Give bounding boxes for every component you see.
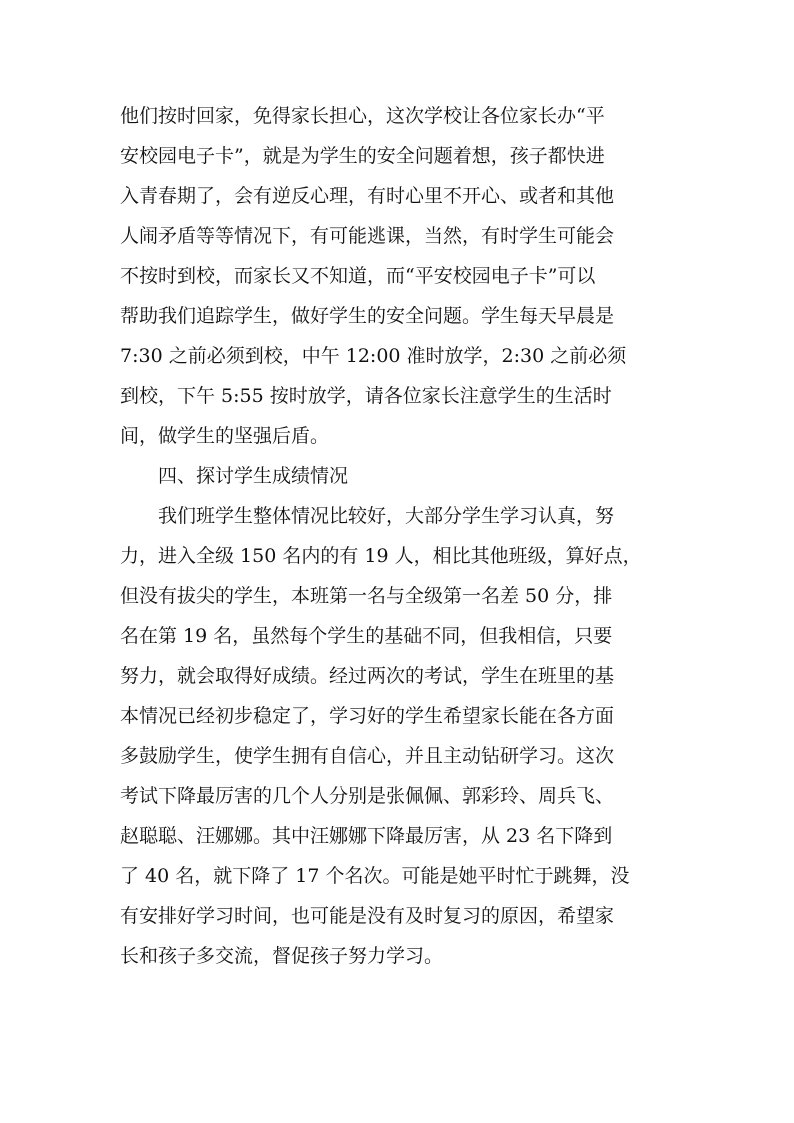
text-line: 长和孩子多交流，督促孩子努力学习。 bbox=[120, 945, 444, 967]
text-line: 7:30 之前必须到校，中午 12:00 准时放学，2:30 之前必须 bbox=[120, 345, 627, 367]
text-line: 了 40 名，就下降了 17 个名次。可能是她平时忙于跳舞，没 bbox=[120, 865, 630, 887]
text-line: 帮助我们追踪学生，做好学生的安全问题。学生每天早晨是 bbox=[120, 305, 615, 327]
body-text bbox=[120, 96, 680, 976]
text-line: 本情况已经初步稳定了，学习好的学生希望家长能在各方面 bbox=[120, 705, 615, 727]
text-line: 间，做学生的坚强后盾。 bbox=[120, 425, 330, 447]
text-line: 不按时到校，而家长又不知道，而“平安校园电子卡”可以 bbox=[120, 265, 596, 287]
text-line: 力，进入全级 150 名内的有 19 人，相比其他班级，算好点， bbox=[120, 545, 642, 567]
text-line: 有安排好学习时间，也可能是没有及时复习的原因，希望家 bbox=[120, 905, 615, 927]
text-line: 努力，就会取得好成绩。经过两次的考试，学生在班里的基 bbox=[120, 665, 615, 687]
text-line: 人闹矛盾等等情况下，有可能逃课，当然，有时学生可能会 bbox=[120, 225, 615, 247]
text-line: 他们按时回家，免得家长担心，这次学校让各位家长办“平 bbox=[120, 105, 605, 127]
section-heading: 四、探讨学生成绩情况 bbox=[158, 465, 349, 487]
text-line: 入青春期了，会有逆反心理，有时心里不开心、或者和其他 bbox=[120, 185, 615, 207]
text-line: 安校园电子卡”，就是为学生的安全问题着想，孩子都快进 bbox=[120, 145, 605, 167]
text-line: 但没有拔尖的学生，本班第一名与全级第一名差 50 分，排 bbox=[120, 585, 613, 607]
text-line: 到校，下午 5:55 按时放学，请各位家长注意学生的生活时 bbox=[120, 385, 612, 407]
text-line: 赵聪聪、汪娜娜。其中汪娜娜下降最厉害，从 23 名下降到 bbox=[120, 825, 613, 847]
text-line: 我们班学生整体情况比较好，大部分学生学习认真，努 bbox=[158, 505, 615, 527]
text-line: 考试下降最厉害的几个人分别是张佩佩、郭彩玲、周兵飞、 bbox=[120, 785, 615, 807]
text-line: 名在第 19 名，虽然每个学生的基础不同，但我相信，只要 bbox=[120, 625, 613, 647]
text-line: 多鼓励学生，使学生拥有自信心，并且主动钻研学习。这次 bbox=[120, 745, 615, 767]
